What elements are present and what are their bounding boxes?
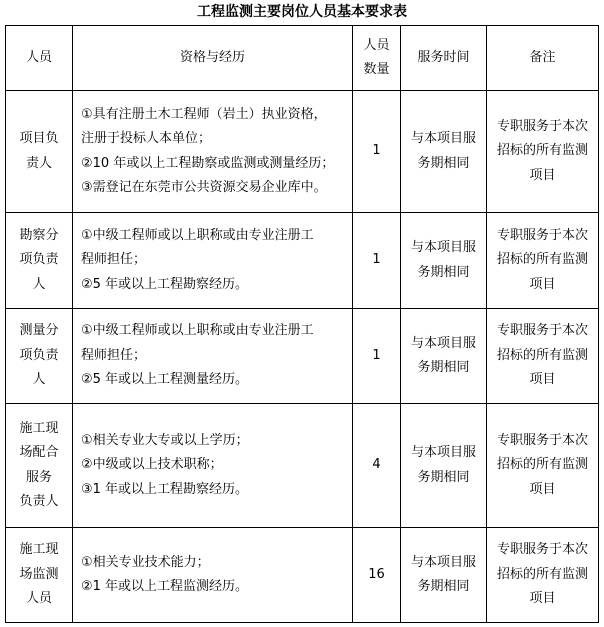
table-row <box>6 91 599 213</box>
header-service-time: 服务时间 <box>401 26 487 91</box>
service-time-cell: 与本项目服 务期相同 <box>401 528 487 623</box>
header-qualifications: 资格与经历 <box>73 26 353 91</box>
qualifications-cell: ①具有注册土木工程师（岩土）执业资格， 注册于投标人本单位； ②10 年或以上工程勘察或监测或测量经历； ③需登记在东莞市公共资源交易企业库中。 <box>73 91 353 213</box>
service-time-cell: 与本项目服 务期相同 <box>401 404 487 528</box>
role-cell: 项目负 责人 <box>6 91 73 213</box>
count-cell: 1 <box>353 91 401 213</box>
remarks-cell: 专职服务于本次 招标的所有监测 项目 <box>487 404 599 528</box>
header-count: 人员 数量 <box>353 26 401 91</box>
service-time-cell: 与本项目服 务期相同 <box>401 309 487 404</box>
header-row <box>6 26 599 91</box>
table-title: 工程监测主要岗位人员基本要求表 <box>197 4 407 20</box>
count-cell: 1 <box>353 213 401 309</box>
count-cell: 1 <box>353 309 401 404</box>
requirements-table <box>5 25 599 623</box>
count-cell: 4 <box>353 404 401 528</box>
role-cell: 测量分 项负责 人 <box>6 309 73 404</box>
service-time-cell: 与本项目服 务期相同 <box>401 213 487 309</box>
qualifications-cell: ①相关专业技术能力； ②1 年或以上工程监测经历。 <box>73 528 353 623</box>
remarks-cell: 专职服务于本次 招标的所有监测 项目 <box>487 213 599 309</box>
header-role: 人员 <box>6 26 73 91</box>
table-row <box>6 213 599 309</box>
remarks-cell: 专职服务于本次 招标的所有监测 项目 <box>487 528 599 623</box>
role-cell: 勘察分 项负责 人 <box>6 213 73 309</box>
header-remarks: 备注 <box>487 26 599 91</box>
role-cell: 施工现 场配合 服务 负责人 <box>6 404 73 528</box>
role-cell: 施工现 场监测 人员 <box>6 528 73 623</box>
remarks-cell: 专职服务于本次 招标的所有监测 项目 <box>487 91 599 213</box>
qualifications-cell: ①相关专业大专或以上学历； ②中级或以上技术职称； ③1 年或以上工程勘察经历。 <box>73 404 353 528</box>
table-row <box>6 309 599 404</box>
qualifications-cell: ①中级工程师或以上职称或由专业注册工 程师担任； ②5 年或以上工程勘察经历。 <box>73 213 353 309</box>
table-row <box>6 404 599 528</box>
remarks-cell: 专职服务于本次 招标的所有监测 项目 <box>487 309 599 404</box>
table-row <box>6 528 599 623</box>
service-time-cell: 与本项目服 务期相同 <box>401 91 487 213</box>
qualifications-cell: ①中级工程师或以上职称或由专业注册工 程师担任； ②5 年或以上工程测量经历。 <box>73 309 353 404</box>
count-cell: 16 <box>353 528 401 623</box>
